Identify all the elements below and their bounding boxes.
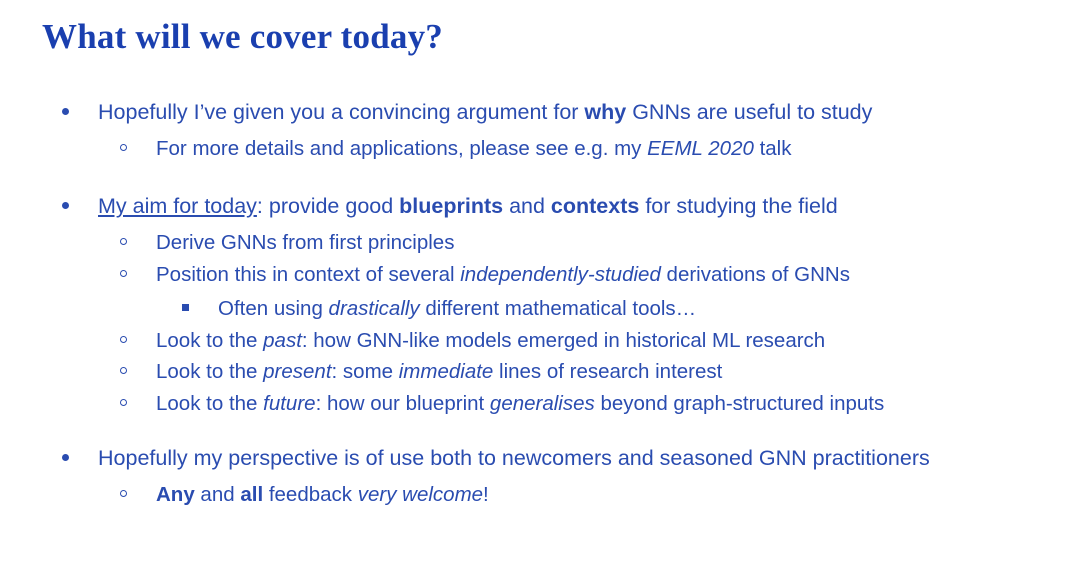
slide-body xyxy=(40,98,1040,511)
bullet-circle-icon xyxy=(120,367,127,374)
list-item xyxy=(98,479,1040,511)
list-item xyxy=(98,356,1040,388)
bullet-circle-icon xyxy=(120,490,127,497)
spacer xyxy=(40,422,1040,444)
list-item xyxy=(98,133,1040,165)
list-item-text: Look to the future: how our blueprint generalises beyond graph-structured inputs xyxy=(156,392,885,416)
sub-list xyxy=(98,479,1040,511)
list-item xyxy=(40,444,1040,511)
bullet-circle-icon xyxy=(120,336,127,343)
list-item xyxy=(98,325,1040,357)
outline-list xyxy=(40,98,1040,511)
page-title: What will we cover today? xyxy=(42,17,443,56)
bullet-dot-icon xyxy=(62,202,69,209)
list-item-text: Position this in context of several independently-studied derivations of GNNs xyxy=(156,263,850,287)
list-item-text: Often using drastically different mathematical tools… xyxy=(218,296,697,320)
spacer xyxy=(40,166,1040,192)
sub-sub-list xyxy=(156,293,1040,325)
list-item xyxy=(98,388,1040,420)
list-item xyxy=(98,227,1040,259)
list-item xyxy=(156,293,1040,325)
list-item-text: Hopefully I’ve given you a convincing argument for why GNNs are useful to study xyxy=(98,99,873,124)
sub-list xyxy=(98,133,1040,165)
list-item xyxy=(40,98,1040,165)
list-item-text: Look to the present: some immediate lines of research interest xyxy=(156,360,723,384)
bullet-circle-icon xyxy=(120,399,127,406)
bullet-circle-icon xyxy=(120,238,127,245)
bullet-circle-icon xyxy=(120,144,127,151)
bullet-dot-icon xyxy=(62,108,69,115)
sub-list xyxy=(98,227,1040,420)
list-item-text: Derive GNNs from first principles xyxy=(156,231,455,255)
bullet-dot-icon xyxy=(62,454,69,461)
list-item-text: My aim for today: provide good blueprints and contexts for studying the field xyxy=(98,194,838,219)
list-item xyxy=(98,259,1040,325)
bullet-circle-icon xyxy=(120,270,127,277)
list-item-text: Hopefully my perspective is of use both to newcomers and seasoned GNN practitioners xyxy=(98,445,930,470)
list-item-text: Look to the past: how GNN-like models emerged in historical ML research xyxy=(156,328,826,352)
bullet-square-icon xyxy=(182,304,189,311)
list-item-text: For more details and applications, please see e.g. my EEML 2020 talk xyxy=(156,136,792,160)
list-item xyxy=(40,192,1040,420)
list-item-text: Any and all feedback very welcome! xyxy=(156,482,489,506)
